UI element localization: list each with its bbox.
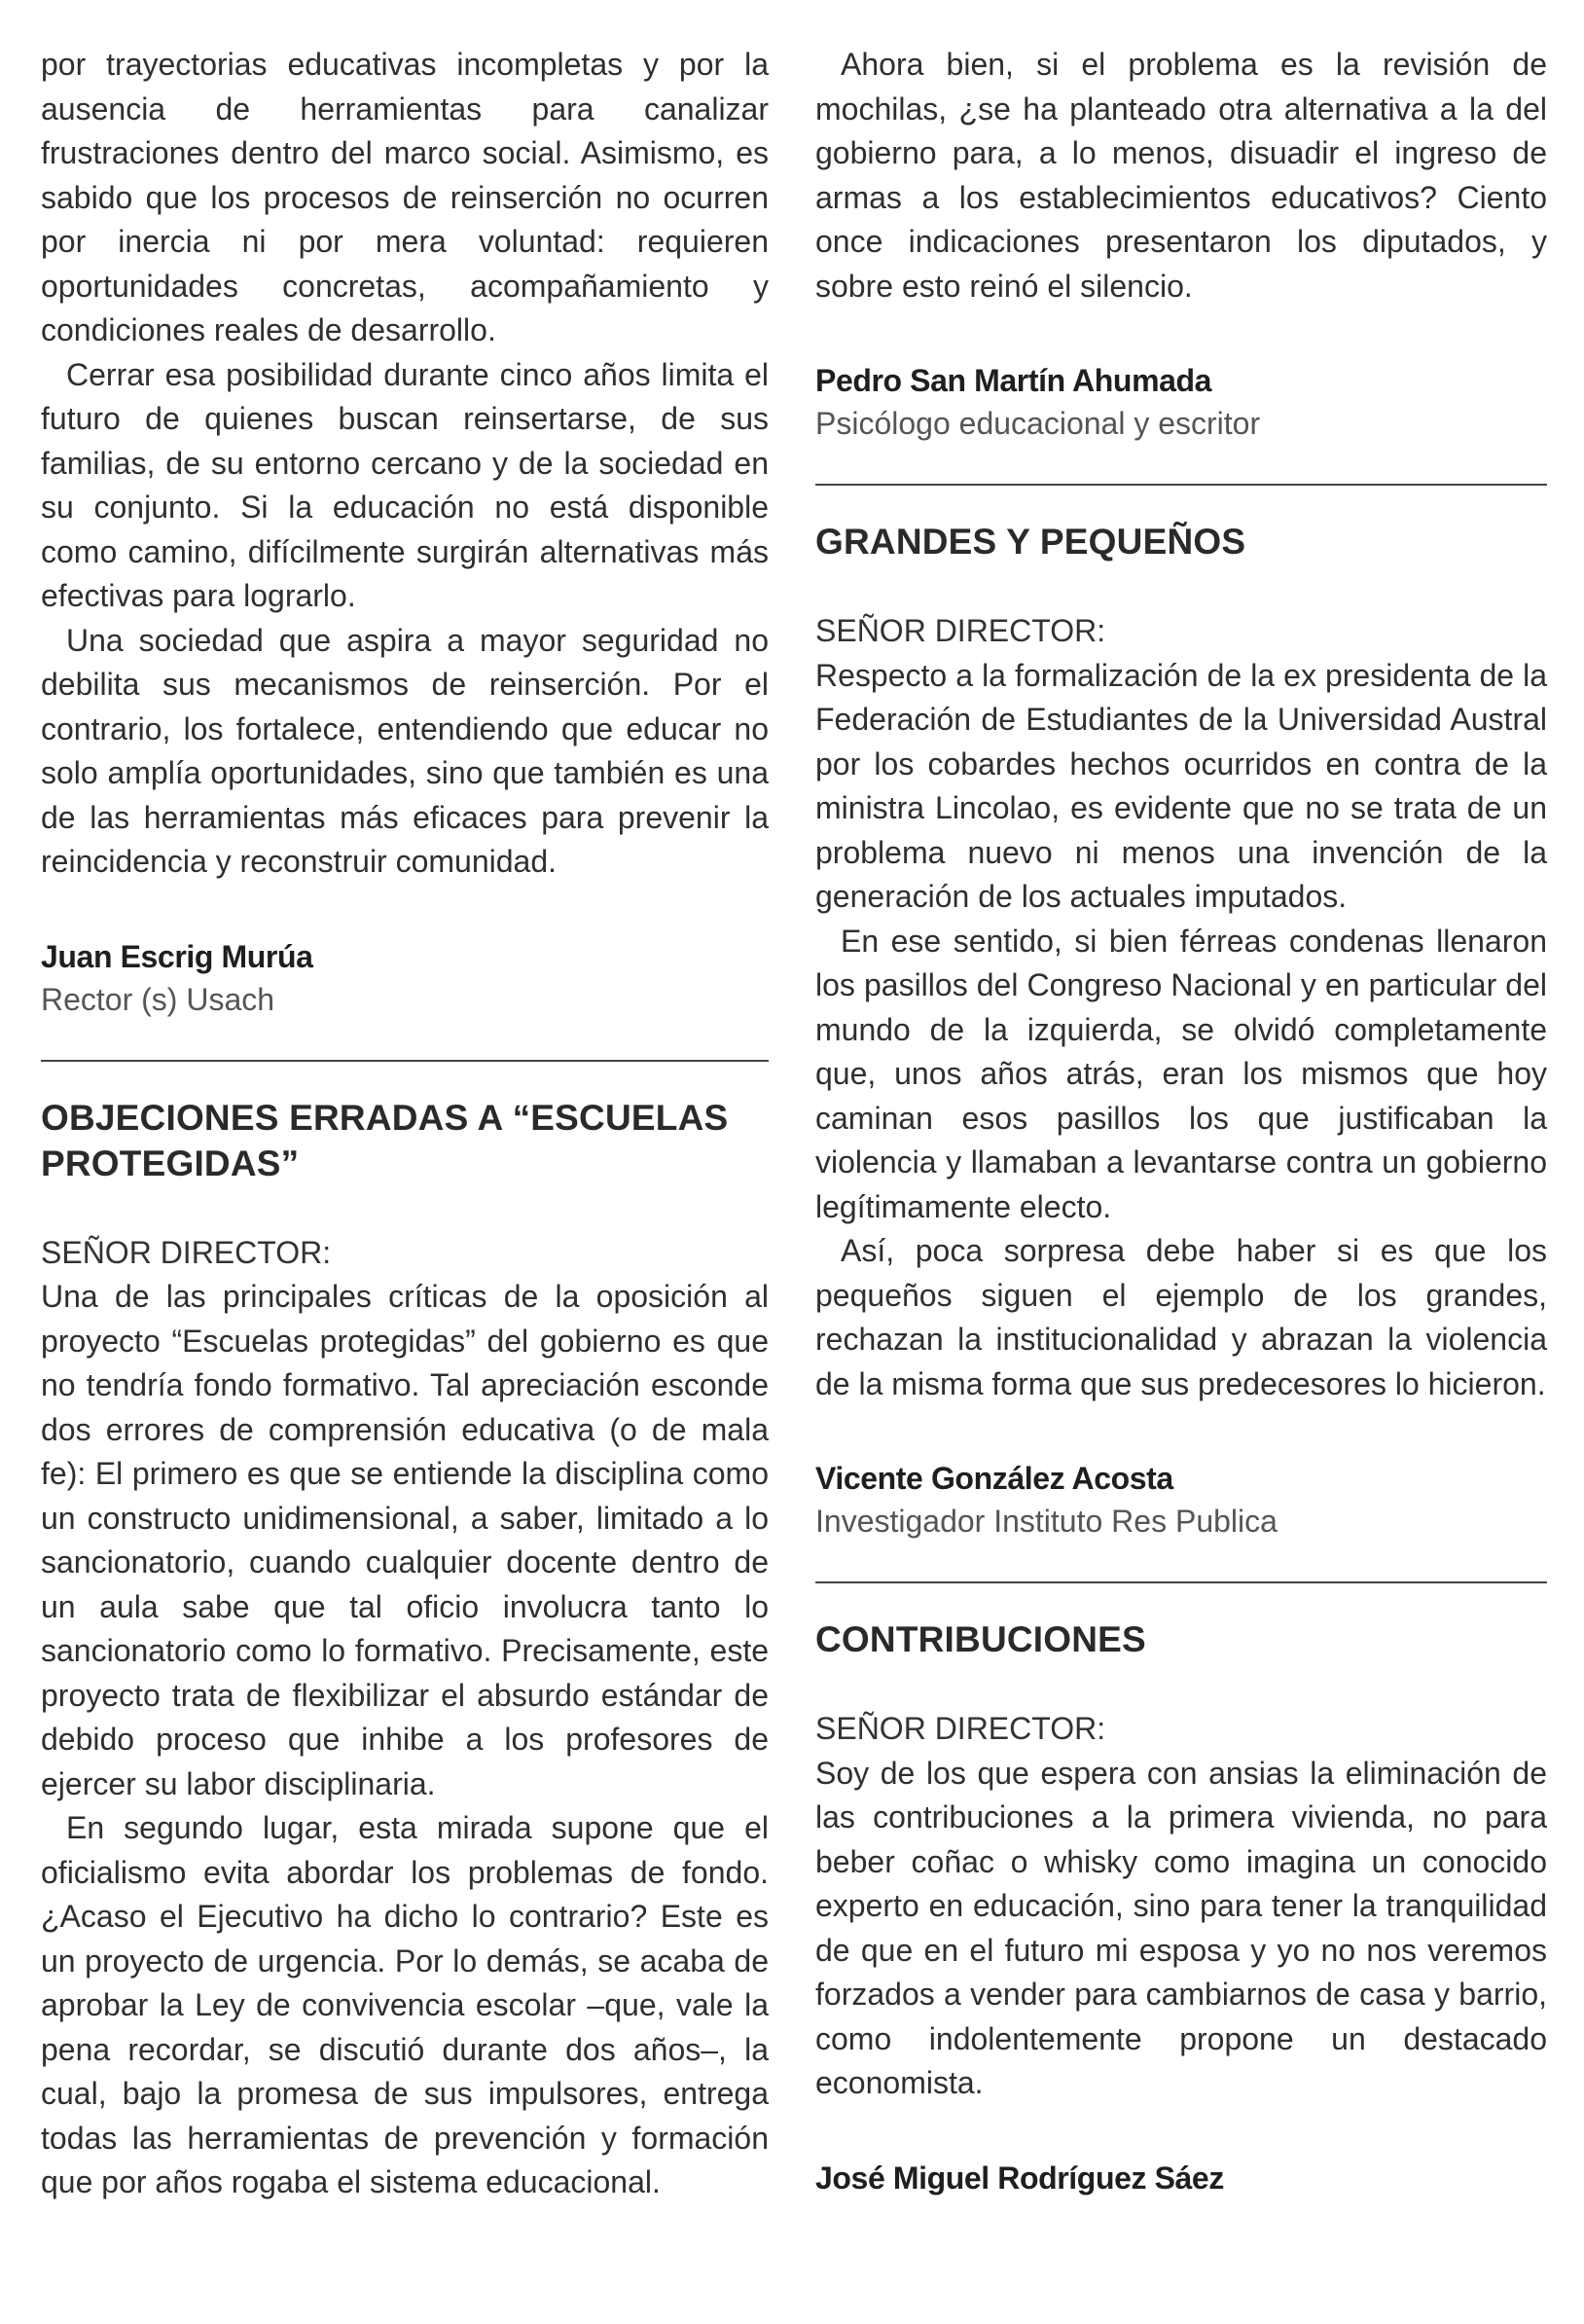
letter-escuelas-protegidas-tail (815, 43, 1547, 445)
right-column (815, 43, 1547, 2324)
letter-contribuciones (815, 1616, 1547, 2199)
letter-headline: OBJECIONES ERRADAS A “ESCUELAS PROTEGIDAS” (41, 1097, 729, 1183)
signature-role: Rector (s) Usach (41, 981, 275, 1017)
body-paragraph: por trayectorias educativas incompletas y por la ausencia de herramientas para canalizar frustraciones dentro del marco social. Asimismo, es sabido que los procesos de reinserción no ocurren por inercia ni por mera voluntad: requieren oportunidades concretas, acompañamiento y condiciones reales de desarrollo. (41, 47, 769, 347)
signature-role: Investigador Instituto Res Publica (815, 1504, 1278, 1539)
left-column (41, 43, 769, 2324)
body-paragraph: En segundo lugar, esta mirada supone que el oficialismo evita abordar los problemas de fondo. ¿Acaso el Ejecutivo ha dicho lo contrario? Este es un proyecto de urgencia. Por lo demás, se acaba de aprobar la Ley de convivencia escolar –que, vale la pena recordar, se discutió durante dos años–, la cual, bajo la promesa de sus impulsores, entrega todas las herramientas de prevención y formación que por años rogaba el sistema educacional. (41, 1810, 769, 2199)
signature-name: José Miguel Rodríguez Sáez (815, 2160, 1224, 2196)
body-paragraph: Una sociedad que aspira a mayor seguridad no debilita sus mecanismos de reinserción. Por el contrario, los fortalece, entendiendo que educar no solo amplía oportunidades, sino que también es una de las herramientas más eficaces para prevenir la reincidencia y reconstruir comunidad. (41, 622, 769, 879)
letter-reinsercion-tail (41, 43, 769, 1021)
body-paragraph: Cerrar esa posibilidad durante cinco años limita el futuro de quienes buscan reinsertarse, de sus familias, de su entorno cercano y de la sociedad en su conjunto. Si la educación no está disponible como camino, difícilmente surgirán alternativas más efectivas para lograrlo. (41, 356, 769, 613)
signature-role: Psicólogo educacional y escritor (815, 406, 1261, 441)
body-paragraph: Soy de los que espera con ansias la eliminación de las contribuciones a la primera vivienda, no para beber coñac o whisky como imagina un conocido experto en educación, sino para tener la tranquilidad de que en el futuro mi esposa y yo no nos veremos forzados a vender para cambiarnos de casa y barrio, como indolentemente propone un destacado economista. (815, 1755, 1547, 2100)
body-paragraph: Una de las principales críticas de la oposición al proyecto “Escuelas protegidas” del gobierno es que no tendría fondo formativo. Tal apreciación esconde dos errores de comprensión educativa (o de mala fe): El primero es que se entiende la disciplina como un constructo unidimensional, a saber, limitado a lo sancionatorio, cuando cualquier docente dentro de un aula sabe que tal oficio involucra tanto lo sancionatorio como lo formativo. Precisamente, este proyecto trata de flexibilizar el absurdo estándar de debido proceso que inhibe a los profesores de ejercer su labor disciplinaria. (41, 1279, 769, 1801)
letter-escuelas-protegidas (41, 1095, 769, 2205)
body-paragraph: Ahora bien, si el problema es la revisión de mochilas, ¿se ha planteado otra alternativa a la del gobierno para, a lo menos, disuadir el ingreso de armas a los establecimientos educativos? Ciento once indicaciones presentaron los diputados, y sobre esto reinó el silencio. (815, 47, 1547, 304)
body-paragraph: En ese sentido, si bien férreas condenas llenaron los pasillos del Congreso Nacional y en particular del mundo de la izquierda, se olvidó completamente que, unos años atrás, eran los mismos que hoy caminan esos pasillos los que justificaban la violencia y llamaban a levantarse contra un gobierno legítimamente electo. (815, 923, 1547, 1224)
letter-grandes-y-pequenos (815, 519, 1547, 1543)
signature-name: Vicente González Acosta (815, 1461, 1173, 1496)
signature-name: Pedro San Martín Ahumada (815, 363, 1212, 398)
letter-headline: GRANDES Y PEQUEÑOS (815, 522, 1246, 562)
body-paragraph: Respecto a la formalización de la ex presidenta de la Federación de Estudiantes de la Universidad Austral por los cobardes hechos ocurridos en contra de la ministra Lincolao, es evidente que no se trata de un problema nuevo ni menos una invención de la generación de los actuales imputados. (815, 657, 1547, 914)
letter-headline: CONTRIBUCIONES (815, 1619, 1146, 1659)
signature-name: Juan Escrig Murúa (41, 938, 313, 974)
salutation: SEÑOR DIRECTOR: (815, 613, 1106, 648)
salutation: SEÑOR DIRECTOR: (815, 1711, 1106, 1746)
salutation: SEÑOR DIRECTOR: (41, 1234, 332, 1270)
body-paragraph: Así, poca sorpresa debe haber si es que los pequeños siguen el ejemplo de los grandes, rechazan la institucionalidad y abrazan la violencia de la misma forma que sus predecesores lo hicieron. (815, 1233, 1547, 1401)
